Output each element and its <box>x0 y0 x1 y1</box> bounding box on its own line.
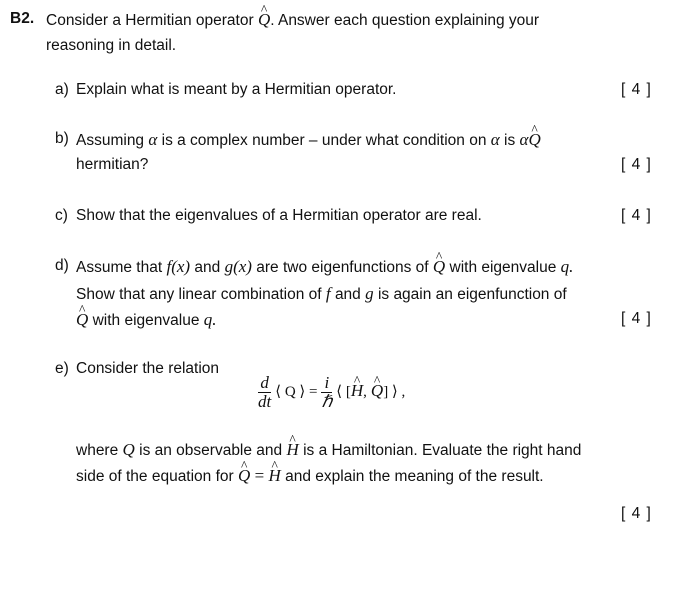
alpha-symbol: α <box>148 130 158 149</box>
operator-q-hat: ^ Q <box>528 130 540 150</box>
expectation-q-lhs: ⟨ Q ⟩ = <box>275 384 318 401</box>
part-c-marks: [ 4 ] <box>621 207 652 224</box>
part-d-text3: with eigenvalue <box>449 259 557 276</box>
fraction-numerator-i: i <box>321 374 332 393</box>
f-of-x: f(x) <box>166 257 191 276</box>
part-d-text2: are two eigenfunctions of <box>256 259 429 276</box>
part-d-line1 <box>76 257 573 277</box>
i-hbar-fraction <box>321 374 332 411</box>
d-dt-fraction <box>258 374 271 411</box>
hamiltonian-h-hat: ^ H <box>286 440 298 460</box>
part-d-line2 <box>76 284 567 304</box>
operator-q-hat: ^ Q <box>433 257 445 277</box>
period: . <box>569 257 574 276</box>
commutator-open: ⟨ [ <box>336 384 351 401</box>
part-c-text: Show that the eigenvalues of a Hermitian operator are real. <box>76 207 482 224</box>
part-e-line2 <box>76 440 581 460</box>
question-intro-line1 <box>46 10 539 30</box>
fraction-numerator-d: d <box>258 374 271 393</box>
part-d-marks: [ 4 ] <box>621 310 652 327</box>
relation-equation <box>258 374 405 411</box>
part-d-line2c: is again an eigenfunction of <box>377 286 567 303</box>
g-symbol: g <box>365 284 374 303</box>
part-e-marks: [ 4 ] <box>621 505 652 522</box>
part-d-line3: with eigenvalue <box>92 312 200 329</box>
observable-q: Q <box>122 440 135 459</box>
hamiltonian-h-hat: ^ H <box>351 381 363 401</box>
fraction-denominator-dt: dt <box>258 391 272 411</box>
part-b-line1 <box>76 130 541 150</box>
alpha-symbol: α <box>519 130 529 149</box>
commutator-comma: , <box>363 384 367 401</box>
part-a-label: a) <box>55 81 69 98</box>
part-e-where3: is a Hamiltonian. Evaluate the right hand <box>303 442 582 459</box>
part-e-line3 <box>76 466 544 486</box>
alpha-symbol: α <box>490 130 500 149</box>
part-e-where2: is an observable and <box>139 442 283 459</box>
g-of-x: g(x) <box>224 257 252 276</box>
period: . <box>212 310 217 329</box>
question-number: B2. <box>10 10 35 27</box>
part-b-line2: hermitian? <box>76 156 149 173</box>
intro-text: Consider a Hermitian operator <box>46 12 254 29</box>
operator-q-hat: ^ Q <box>258 10 270 30</box>
f-symbol: f <box>325 284 331 303</box>
part-a-text: Explain what is meant by a Hermitian operator. <box>76 81 397 98</box>
part-d-line2b: and <box>334 286 361 303</box>
fraction-denominator-hbar: ℏ <box>321 391 333 411</box>
operator-q-hat: ^ Q <box>238 466 250 486</box>
part-b-text2: is a complex number – under what condition on <box>161 132 487 149</box>
part-e-label: e) <box>55 360 69 377</box>
part-b-text1: Assuming <box>76 132 145 149</box>
operator-q-hat: ^ Q <box>371 381 383 401</box>
part-e-line3b: and explain the meaning of the result. <box>285 468 544 485</box>
part-e-line3a: side of the equation for <box>76 468 234 485</box>
part-a-marks: [ 4 ] <box>621 81 652 98</box>
question-intro-line2: reasoning in detail. <box>46 37 177 54</box>
hamiltonian-h-hat: ^ H <box>269 466 281 486</box>
eigenvalue-q: q <box>203 310 213 329</box>
part-b-text3: is <box>504 132 516 149</box>
part-e-where1: where <box>76 442 119 459</box>
part-c-label: c) <box>55 207 68 224</box>
part-b-label: b) <box>55 130 69 147</box>
part-d-line3 <box>76 310 217 330</box>
part-d-label: d) <box>55 257 69 274</box>
part-b-marks: [ 4 ] <box>621 156 652 173</box>
part-e-text: Consider the relation <box>76 360 220 377</box>
equals-sign: = <box>254 466 265 485</box>
part-d-text1: Assume that <box>76 259 163 276</box>
commutator-close: ] ⟩ , <box>383 384 406 401</box>
and-word: and <box>194 259 221 276</box>
intro-text-end: . Answer each question explaining your <box>270 12 540 29</box>
eigenvalue-q: q <box>560 257 570 276</box>
operator-q-hat: ^ Q <box>76 310 88 330</box>
part-d-line2a: Show that any linear combination of <box>76 286 322 303</box>
